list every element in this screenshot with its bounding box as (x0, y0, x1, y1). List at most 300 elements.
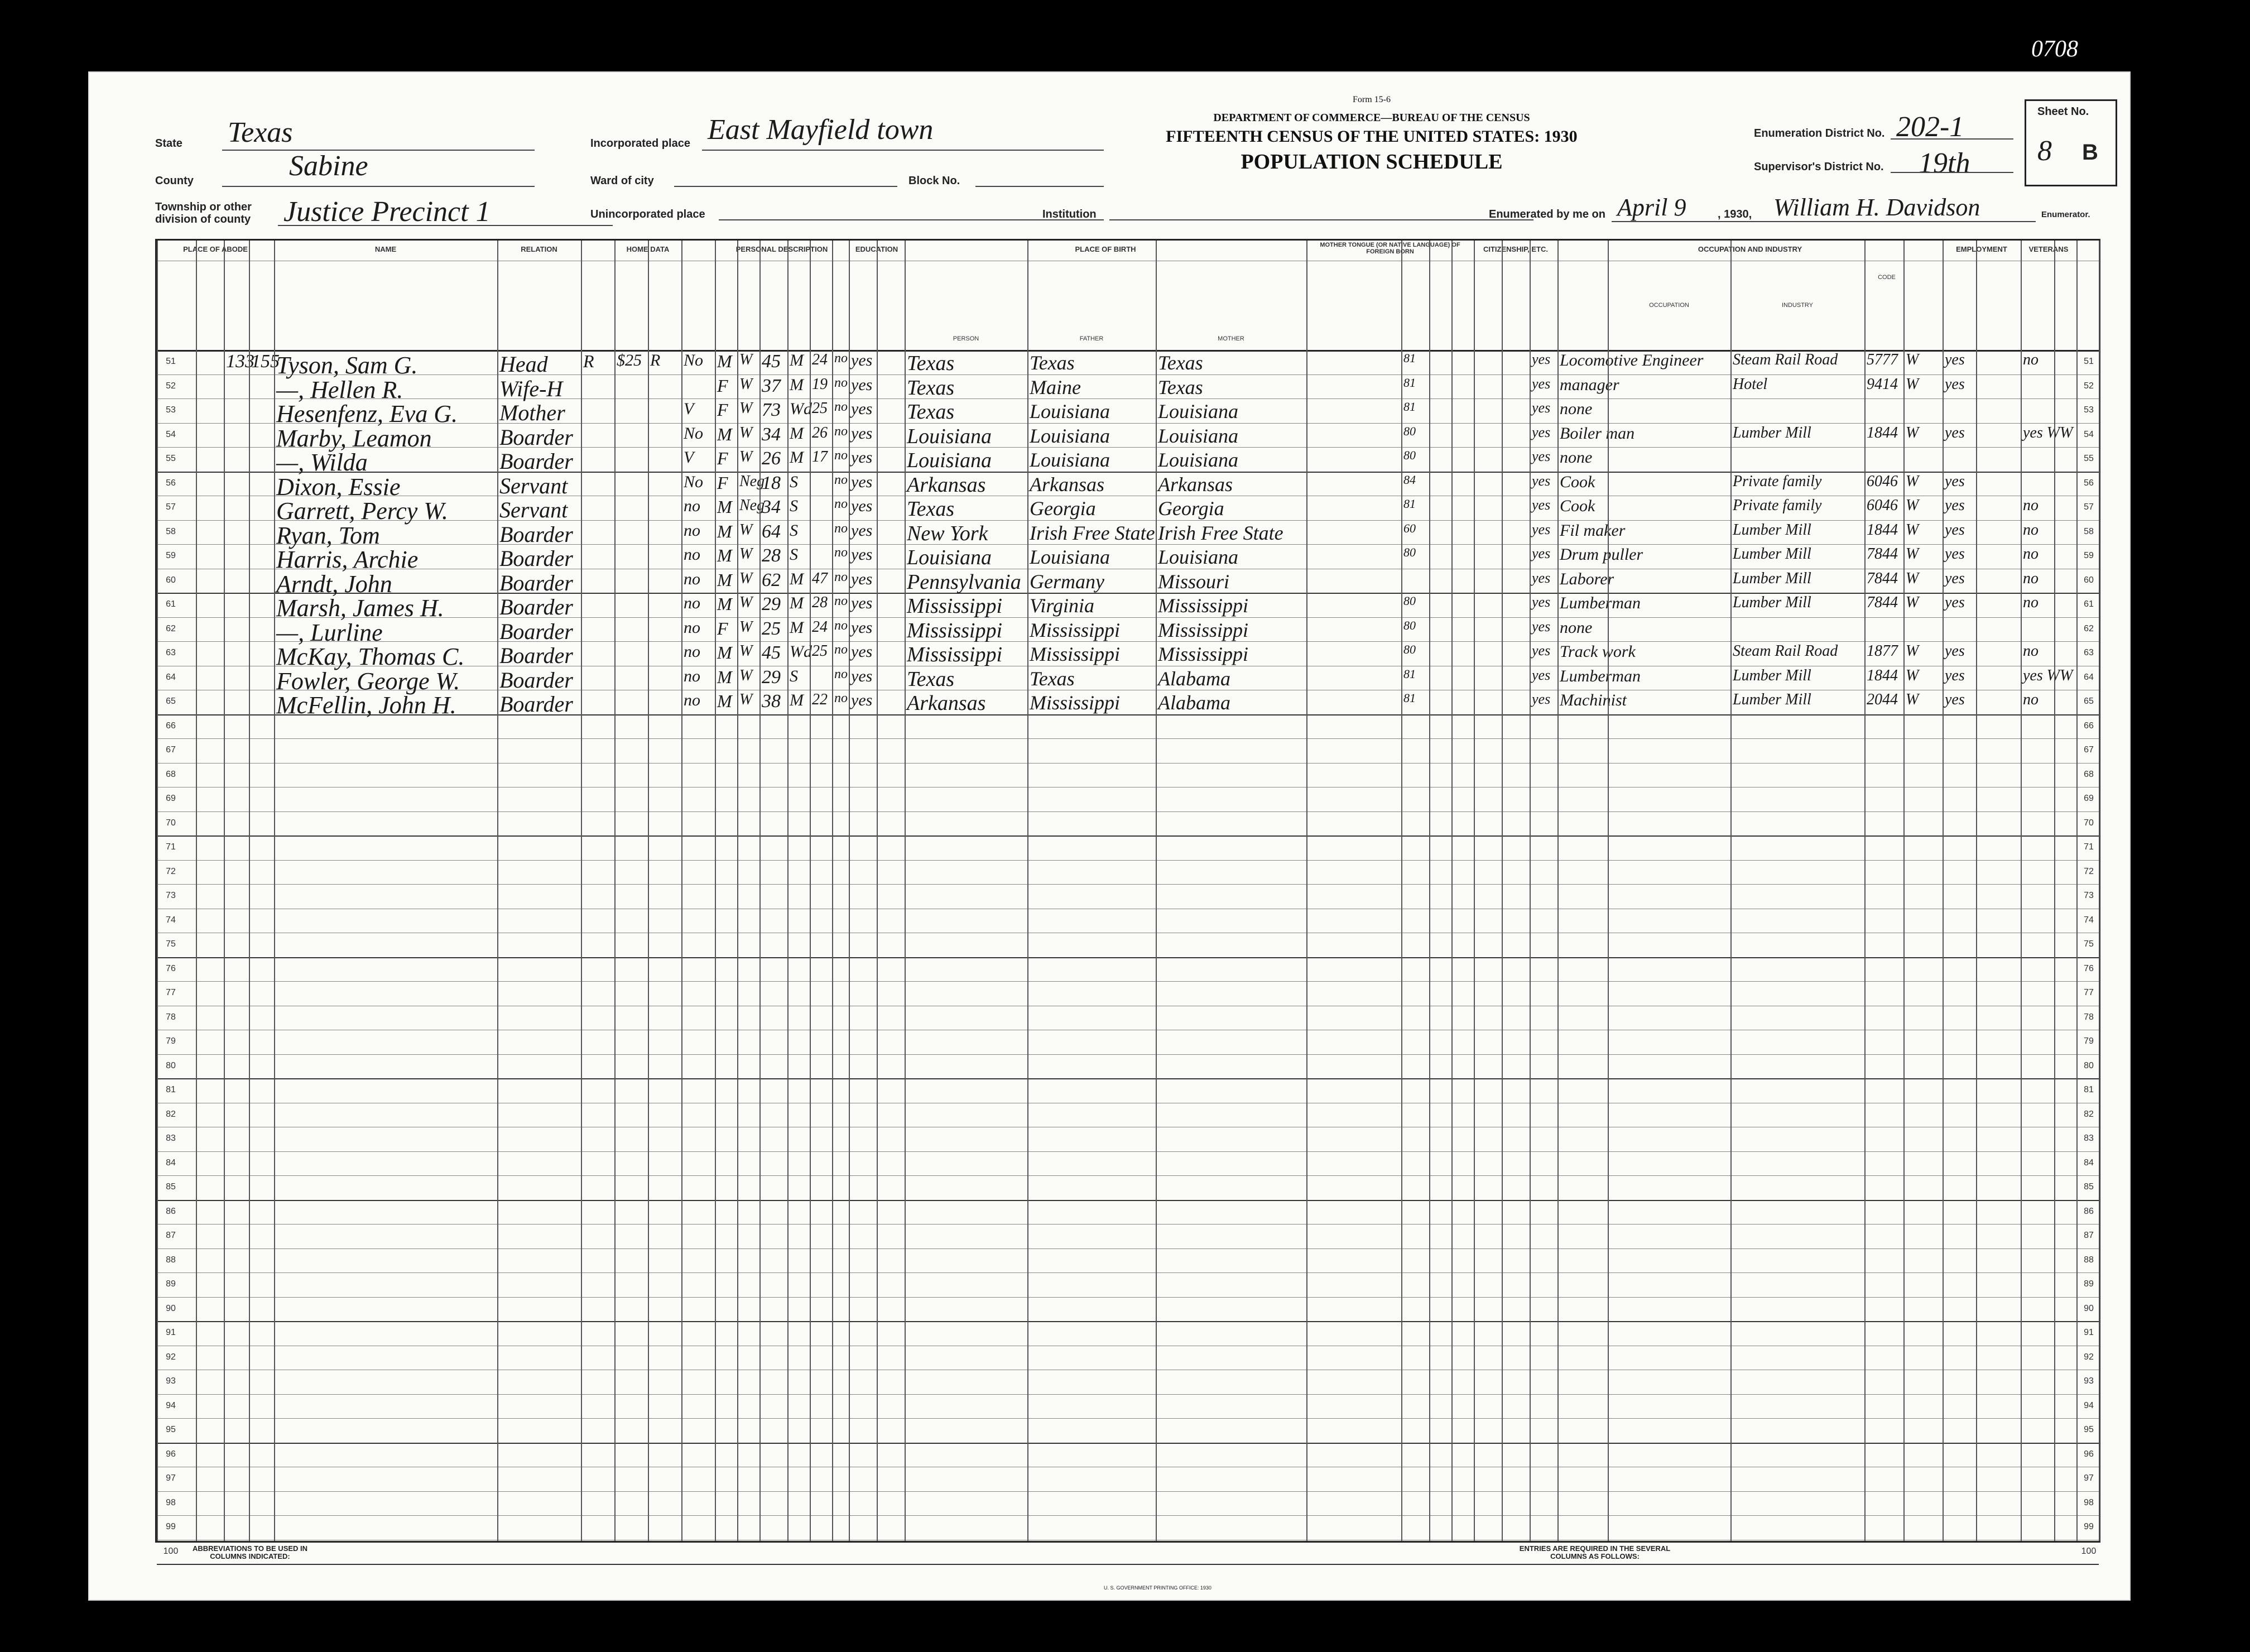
cell-industry: Private family (1733, 497, 1822, 514)
cell-read: yes (851, 400, 873, 418)
enumerator-label: Enumerator. (2041, 210, 2090, 219)
cell-father-birth: Arkansas (1030, 473, 1104, 496)
column-rule (1306, 241, 1307, 1541)
state-value: Texas (228, 117, 293, 148)
line-number: 84 (2084, 1158, 2094, 1168)
block-label: Block No. (908, 175, 960, 187)
cell-name: —, Hellen R. (276, 376, 403, 404)
cell-occ-code: 9414 (1867, 375, 1898, 393)
cell-school: no (834, 545, 848, 560)
line-number: 94 (2084, 1400, 2094, 1410)
cell-farm: no (684, 569, 700, 588)
line-number: 74 (2084, 915, 2094, 925)
group-occupation-industry: OCCUPATION AND INDUSTRY (1698, 245, 1802, 253)
line-number: 65 (2084, 697, 2094, 706)
ward-rule (674, 186, 897, 187)
cell-mother-birth: Missouri (1158, 570, 1230, 593)
cell-race: Neg (739, 497, 765, 514)
cell-marital: M (790, 351, 804, 369)
cell-person-birth: Mississippi (907, 643, 1003, 666)
column-rule (614, 241, 616, 1541)
cell-value: $25 (617, 351, 642, 369)
cell-age-mar: 17 (812, 448, 828, 465)
cell-age: 73 (762, 400, 781, 420)
cell-industry: Lumber Mill (1733, 594, 1811, 611)
cell-person-birth: Louisiana (907, 449, 992, 472)
cell-code: 81 (1403, 691, 1416, 705)
cell-relation: Boarder (499, 643, 573, 668)
cell-age-mar: 26 (812, 424, 828, 441)
cell-mother-birth: Louisiana (1158, 424, 1239, 447)
line-number: 57 (2084, 502, 2094, 512)
cell-english: yes (1532, 618, 1551, 635)
row-rule (157, 1297, 2099, 1298)
column-rule (1903, 241, 1905, 1541)
cell-english: yes (1532, 375, 1551, 392)
cell-school: no (834, 448, 848, 463)
cell-school: no (834, 594, 848, 608)
cell-father-birth: Texas (1030, 352, 1075, 374)
cell-occupation: Drum puller (1560, 545, 1643, 564)
cell-industry: Lumber Mill (1733, 521, 1811, 539)
cell-english: yes (1532, 666, 1551, 683)
cell-occ-code: 7844 (1867, 569, 1898, 587)
cell-class: W (1906, 472, 1919, 490)
cell-family: 155 (251, 351, 280, 372)
cell-industry: Lumber Mill (1733, 545, 1811, 563)
cell-marital: M (790, 448, 804, 467)
cell-age-mar: 24 (812, 618, 828, 636)
line-number: 89 (166, 1279, 176, 1289)
line-number: 53 (2084, 405, 2094, 415)
cell-vet: no (2023, 497, 2039, 514)
cell-occupation: Laborer (1560, 569, 1614, 588)
cell-race: W (739, 569, 753, 587)
line-number: 62 (2084, 623, 2094, 633)
department: DEPARTMENT OF COMMERCE—BUREAU OF THE CENSUS (1213, 112, 1530, 124)
line-number: 60 (166, 575, 176, 585)
column-rule (2021, 241, 2022, 1541)
column-rule (2076, 241, 2078, 1541)
cell-sex: M (717, 545, 732, 565)
row-rule (157, 884, 2099, 885)
cell-age: 29 (762, 666, 781, 688)
line-number: 80 (166, 1060, 176, 1070)
cell-occupation: Machinist (1560, 691, 1627, 709)
cell-father-birth: Louisiana (1030, 424, 1110, 447)
line-number: 74 (166, 915, 176, 925)
cell-school: no (834, 400, 848, 414)
cell-code: 81 (1403, 351, 1416, 365)
cell-person-birth: Pennsylvania (907, 570, 1021, 594)
cell-person-birth: New York (907, 521, 988, 545)
cell-industry: Lumber Mill (1733, 666, 1811, 684)
cell-relation: Boarder (499, 594, 573, 620)
cell-race: W (739, 594, 753, 611)
line-number: 56 (166, 478, 176, 488)
township-rule (278, 225, 613, 226)
column-rule (1864, 241, 1866, 1541)
group-name: NAME (374, 245, 397, 253)
enumerator-name: William H. Davidson (1773, 194, 1980, 221)
cell-class: W (1906, 594, 1919, 611)
row-rule (157, 811, 2099, 812)
column-headers (157, 241, 2099, 352)
line-number: 78 (166, 1012, 176, 1022)
cell-farm: no (684, 666, 700, 685)
cell-farm: no (684, 497, 700, 515)
cell-class: W (1906, 691, 1919, 708)
cell-relation: Boarder (499, 618, 573, 644)
cell-occupation: none (1560, 448, 1593, 467)
line-number: 54 (2084, 429, 2094, 439)
cell-father-birth: Irish Free State (1030, 521, 1155, 544)
cell-code: 81 (1403, 497, 1416, 511)
cell-occ-code: 1844 (1867, 424, 1898, 441)
cell-read: yes (851, 351, 873, 369)
cell-person-birth: Mississippi (907, 594, 1003, 618)
line-number: 93 (166, 1376, 176, 1386)
cell-english: yes (1532, 691, 1551, 707)
cell-code: 80 (1403, 448, 1416, 462)
cell-race: W (739, 521, 753, 539)
cell-english: yes (1532, 569, 1551, 586)
cell-farm: No (684, 424, 704, 443)
line-number: 97 (2084, 1473, 2094, 1483)
line-number: 52 (166, 381, 176, 391)
cell-marital: M (790, 691, 804, 709)
line-number: 61 (2084, 599, 2094, 609)
cell-age: 45 (762, 642, 781, 663)
cell-father-birth: Louisiana (1030, 546, 1110, 568)
line-number: 59 (166, 551, 176, 560)
cell-race: Neg (739, 472, 765, 490)
cell-class: W (1906, 545, 1919, 563)
cell-sex: F (717, 472, 728, 493)
cell-race: W (739, 618, 753, 636)
cell-sex: M (717, 691, 732, 711)
line-number: 73 (2084, 891, 2094, 900)
column-rule (787, 241, 789, 1541)
cell-relation: Boarder (499, 449, 573, 474)
cell-race: W (739, 448, 753, 465)
cell-sex: F (717, 448, 728, 468)
column-rule (1557, 241, 1559, 1541)
column-rule (249, 241, 250, 1541)
line-number: 65 (166, 697, 176, 706)
cell-marital: S (790, 545, 798, 564)
cell-english: yes (1532, 642, 1551, 659)
cell-class: W (1906, 569, 1919, 587)
cell-relation: Head (499, 352, 548, 377)
institution-label: Institution (1042, 208, 1097, 220)
cell-work: yes (1945, 424, 1965, 441)
subhead-occupation: OCCUPATION (1649, 302, 1689, 309)
cell-sex: M (717, 497, 732, 517)
group-relation: RELATION (521, 245, 557, 253)
cell-father-birth: Mississippi (1030, 618, 1121, 641)
cell-age: 18 (762, 472, 781, 493)
line-number: 92 (166, 1352, 176, 1362)
cell-home: R (583, 351, 594, 371)
line-number: 88 (166, 1255, 176, 1265)
cell-marital: M (790, 618, 804, 637)
cell-age: 29 (762, 594, 781, 614)
ward-label: Ward of city (590, 175, 654, 187)
cell-farm: no (684, 691, 700, 709)
cell-relation: Servant (499, 497, 568, 522)
cell-father-birth: Germany (1030, 570, 1104, 593)
cell-work: yes (1945, 472, 1965, 490)
column-rule (905, 241, 906, 1541)
cell-sex: M (717, 594, 732, 614)
cell-farm: no (684, 545, 700, 564)
cell-english: yes (1532, 400, 1551, 416)
cell-occupation: none (1560, 618, 1593, 637)
cell-name: Ryan, Tom (276, 521, 380, 549)
line-number: 96 (166, 1449, 176, 1459)
line-number: 96 (2084, 1449, 2094, 1459)
enum-district-rule (1891, 138, 2013, 140)
cell-marital: S (790, 472, 798, 491)
cell-age: 28 (762, 545, 781, 566)
group-education: EDUCATION (855, 245, 898, 253)
cell-read: yes (851, 666, 873, 685)
line-number: 81 (2084, 1085, 2094, 1094)
cell-person-birth: Texas (907, 497, 955, 521)
cell-sex: F (717, 375, 728, 396)
cell-person-birth: Texas (907, 400, 955, 424)
line-number: 72 (2084, 866, 2094, 876)
cell-mother-birth: Texas (1158, 376, 1203, 398)
cell-vet: no (2023, 594, 2039, 611)
row-rule (157, 1175, 2099, 1176)
row-rule (157, 738, 2099, 739)
cell-industry: Private family (1733, 472, 1822, 490)
cell-read: yes (851, 375, 873, 394)
cell-race: W (739, 545, 753, 563)
cell-read: yes (851, 448, 873, 467)
cell-father-birth: Virginia (1030, 594, 1094, 617)
line-number: 100 (2081, 1546, 2097, 1556)
cell-name: Garrett, Percy W. (276, 497, 448, 525)
cell-father-birth: Louisiana (1030, 400, 1110, 422)
column-rule (1530, 241, 1531, 1541)
cell-code: 80 (1403, 424, 1416, 438)
cell-occupation: Fil maker (1560, 521, 1626, 540)
cell-age-mar: 25 (812, 400, 828, 417)
cell-work: yes (1945, 642, 1965, 660)
line-number: 75 (2084, 939, 2094, 949)
line-number: 83 (2084, 1134, 2094, 1143)
cell-name: McFellin, John H. (276, 691, 456, 719)
line-number: 71 (166, 842, 176, 852)
cell-occupation: Cook (1560, 497, 1595, 515)
cell-read: yes (851, 618, 873, 637)
line-number: 55 (166, 454, 176, 463)
cell-class: W (1906, 642, 1919, 660)
line-number: 68 (2084, 769, 2094, 779)
cell-school: no (834, 351, 848, 366)
cell-mother-birth: Mississippi (1158, 594, 1249, 617)
line-number: 58 (2084, 526, 2094, 536)
cell-work: yes (1945, 497, 1965, 514)
line-number: 51 (166, 357, 176, 366)
cell-race: W (739, 642, 753, 660)
cell-age: 45 (762, 351, 781, 372)
cell-read: yes (851, 691, 873, 709)
line-number: 72 (166, 866, 176, 876)
column-rule (1608, 241, 1609, 1541)
cell-occ-code: 7844 (1867, 545, 1898, 563)
column-rule (1429, 241, 1430, 1541)
column-rule (737, 241, 738, 1541)
column-rule (1730, 241, 1732, 1541)
cell-school: no (834, 569, 848, 584)
line-number: 85 (166, 1182, 176, 1192)
cell-father-birth: Louisiana (1030, 449, 1110, 471)
institution-rule (1109, 219, 1533, 220)
line-number: 55 (2084, 454, 2094, 463)
cell-code: 80 (1403, 594, 1416, 608)
subhead-person: PERSON (953, 335, 979, 342)
cell-age: 62 (762, 569, 781, 590)
binder-hole (2154, 815, 2176, 837)
line-number: 51 (2084, 357, 2094, 366)
cell-read: yes (851, 497, 873, 515)
cell-farm: No (684, 351, 704, 369)
cell-name: Harris, Archie (276, 546, 419, 573)
cell-mother-birth: Louisiana (1158, 546, 1239, 568)
line-number: 85 (2084, 1182, 2094, 1192)
sheet-number: 8 (2037, 135, 2052, 167)
cell-mother-birth: Mississippi (1158, 618, 1249, 641)
cell-work: yes (1945, 594, 1965, 611)
cell-father-birth: Georgia (1030, 497, 1096, 520)
cell-farm: V (684, 448, 694, 467)
column-rule (2099, 241, 2100, 1541)
cell-vet: no (2023, 569, 2039, 587)
cell-read: yes (851, 569, 873, 588)
subhead-father: FATHER (1079, 335, 1104, 342)
cell-school: no (834, 521, 848, 536)
cell-race: W (739, 424, 753, 441)
cell-work: yes (1945, 545, 1965, 563)
cell-school: no (834, 691, 848, 705)
enum-district-value: 202-1 (1896, 111, 1964, 143)
column-rule (810, 241, 811, 1541)
supervisor-label: Supervisor's District No. (1754, 161, 1884, 173)
cell-age: 38 (762, 691, 781, 712)
cell-occupation: Track work (1560, 642, 1636, 661)
cell-age: 34 (762, 497, 781, 517)
cell-english: yes (1532, 472, 1551, 489)
row-rule (157, 1491, 2099, 1492)
line-number: 81 (166, 1085, 176, 1094)
cell-marital: M (790, 594, 804, 612)
line-number: 64 (2084, 672, 2094, 682)
cell-vet: yes WW (2023, 666, 2073, 684)
cell-class: W (1906, 375, 1919, 393)
group-mother-tongue: MOTHER TONGUE (OR NATIVE LANGUAGE) OF FOREIGN BORN (1320, 242, 1460, 255)
sheet-letter: B (2082, 140, 2098, 165)
row-rule (157, 1054, 2099, 1055)
line-number: 95 (2084, 1425, 2094, 1434)
cell-work: yes (1945, 691, 1965, 708)
cell-sex: M (717, 424, 732, 444)
cell-vet: no (2023, 545, 2039, 563)
group-veterans: VETERANS (2028, 245, 2069, 253)
line-number: 53 (166, 405, 176, 415)
line-number: 88 (2084, 1255, 2094, 1265)
cell-code: 80 (1403, 642, 1416, 656)
row-rule (157, 1272, 2099, 1273)
cell-school: no (834, 618, 848, 633)
column-rule (2054, 241, 2055, 1541)
column-rule (1156, 241, 1157, 1541)
group-place-of-birth: PLACE OF BIRTH (1075, 245, 1136, 253)
line-number: 66 (2084, 721, 2094, 731)
cell-farm: V (684, 400, 694, 418)
cell-age: 34 (762, 424, 781, 445)
unincorporated-label: Unincorporated place (590, 208, 705, 220)
cell-name: Fowler, George W. (276, 667, 460, 695)
column-rule (681, 241, 682, 1541)
cell-mother-birth: Alabama (1158, 691, 1230, 714)
line-number: 77 (166, 988, 176, 997)
column-rule (849, 241, 850, 1541)
cell-industry: Steam Rail Road (1733, 642, 1838, 660)
cell-person-birth: Louisiana (907, 424, 992, 448)
cell-father-birth: Texas (1030, 667, 1075, 690)
column-rule (196, 241, 197, 1541)
cell-sex: M (717, 351, 732, 371)
enumerated-by-label: Enumerated by me on (1489, 208, 1605, 220)
cell-industry: Lumber Mill (1733, 424, 1811, 441)
cell-occ-code: 6046 (1867, 472, 1898, 490)
cell-race: W (739, 400, 753, 417)
cell-class: W (1906, 351, 1919, 368)
enumerator-rule (1612, 221, 2036, 222)
cell-vet: no (2023, 642, 2039, 660)
cell-occ-code: 7844 (1867, 594, 1898, 611)
cell-occ-code: 1877 (1867, 642, 1898, 660)
cell-dwelling: 133 (226, 351, 254, 372)
subhead-mother: MOTHER (1218, 335, 1244, 342)
cell-vet: no (2023, 351, 2039, 368)
cell-name: Dixon, Essie (276, 473, 401, 501)
township-label: Township or other division of county (155, 201, 252, 225)
cell-sex: M (717, 521, 732, 541)
cell-father-birth: Mississippi (1030, 643, 1121, 665)
cell-father-birth: Maine (1030, 376, 1081, 398)
cell-radio: R (650, 351, 661, 369)
cell-marital: S (790, 666, 798, 685)
line-number: 59 (2084, 551, 2094, 560)
cell-farm: no (684, 642, 700, 661)
line-number: 95 (166, 1425, 176, 1434)
instructions-footer (155, 1545, 2097, 1595)
column-rule (832, 241, 833, 1541)
cell-name: —, Wilda (276, 449, 368, 476)
enum-district-label: Enumeration District No. (1754, 127, 1885, 140)
supervisor-value: 19th (1919, 147, 1970, 179)
cell-relation: Boarder (499, 424, 573, 450)
binder-hole (2154, 558, 2176, 580)
row-rule (157, 1443, 2099, 1444)
cell-marital: M (790, 424, 804, 443)
census-title: FIFTEENTH CENSUS OF THE UNITED STATES: 1930 (1166, 127, 1578, 146)
